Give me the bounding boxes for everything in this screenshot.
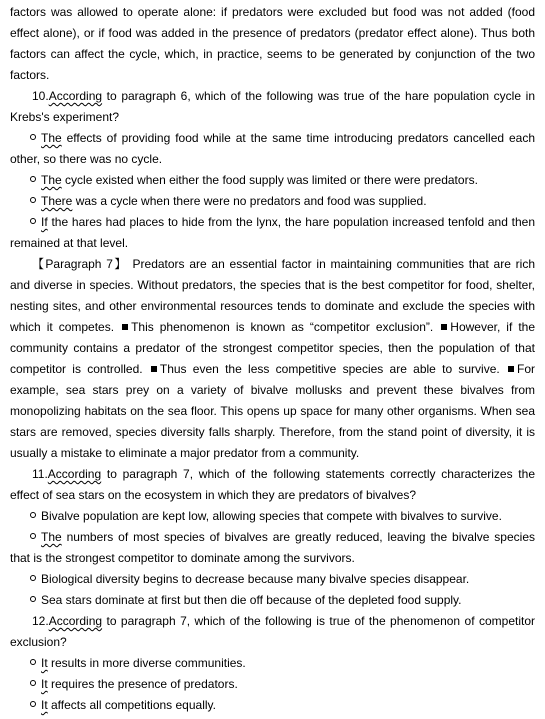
option-text: Sea stars dominate at first but then die off because of the depleted food supply. [41, 593, 462, 607]
option-text: numbers of most species of bivalves are greatly reduced, leaving the bivalve species that is the strongest competitor to dominate among the survivors. [10, 530, 535, 565]
question-lead-word: According [48, 614, 103, 628]
question-text: to paragraph 6, which of the following was true of the hare population cycle in Krebs's experiment? [10, 89, 535, 124]
question-number: 12. [32, 614, 49, 628]
radio-circle-icon[interactable] [30, 596, 36, 602]
insert-square-icon[interactable] [441, 324, 447, 330]
paragraph-sentence: However, if the community contains a predator of the strongest competitor species, then the population of that competitor is controlled. [10, 320, 536, 376]
radio-circle-icon[interactable] [30, 134, 36, 140]
radio-circle-icon[interactable] [30, 218, 36, 224]
q11-option-d[interactable] [10, 590, 535, 611]
option-text: Bivalve population are kept low, allowing species that compete with bivalves to survive. [41, 509, 502, 523]
option-text: effects of providing food while at the same time introducing predators cancelled each other, so there was no cycle. [10, 131, 535, 166]
q10-option-d[interactable] [10, 212, 535, 254]
option-lead-word: The [41, 131, 62, 145]
insert-square-icon[interactable] [508, 366, 514, 372]
q11-option-b[interactable] [10, 527, 535, 569]
option-text: Biological diversity begins to decrease because many bivalve species disappear. [41, 572, 470, 586]
radio-circle-icon[interactable] [30, 533, 36, 539]
option-text: cycle existed when either the food supply was limited or there were predators. [61, 173, 478, 187]
question-lead-word: According [48, 89, 103, 103]
question-number: 10. [32, 89, 49, 103]
radio-circle-icon[interactable] [30, 701, 36, 707]
insert-square-icon[interactable] [151, 366, 157, 372]
paragraph-6-end: factors was allowed to operate alone: if predators were excluded but food was not added (food effect alone), or if food was added in the presence of predators (predator effect alone). Thus both factors can affect the cycle, which, in practice, seems to be generated by conjunction of the two factors. [10, 5, 535, 82]
q12-option-a[interactable] [10, 653, 535, 674]
paragraph-sentence: For example, sea stars prey on a variety of bivalve mollusks and prevent these bivalves from monopolizing habitats on the sea floor. This opens up space for many other organisms. When sea stars are removed, species diversity falls sharply. Therefore, from the stand point of diversity, it is usually a mistake to eliminate a major predator from a community. [10, 362, 535, 460]
option-lead-word: If [41, 215, 48, 229]
radio-circle-icon[interactable] [30, 512, 36, 518]
question-11 [10, 464, 535, 506]
radio-circle-icon[interactable] [30, 575, 36, 581]
question-text: to paragraph 7, which of the following is true of the phenomenon of competitor exclusion? [10, 614, 535, 649]
radio-circle-icon[interactable] [30, 176, 36, 182]
option-lead-word: It [41, 656, 48, 670]
paragraph-sentence: Thus even the less competitive species are able to survive. [159, 362, 506, 376]
q11-option-c[interactable] [10, 569, 535, 590]
option-lead-word: There [41, 194, 73, 208]
q12-option-b[interactable] [10, 674, 535, 695]
paragraph-sentence: Predators are an essential factor in maintaining communities that are rich and diverse in species. Without predators, the species that is the best competitor for food, shelter, nesting sites, and other environmental resources tends to dominate and exclude the species with which it competes. [10, 257, 535, 334]
paragraph-7 [10, 254, 535, 464]
q11-option-a[interactable] [10, 506, 535, 527]
option-text: was a cycle when there were no predators and food was supplied. [72, 194, 427, 208]
option-lead-word: It [41, 698, 48, 712]
q10-option-c[interactable] [10, 191, 535, 212]
question-10 [10, 86, 535, 128]
radio-circle-icon[interactable] [30, 659, 36, 665]
question-text: to paragraph 7, which of the following statements correctly characterizes the effect of sea stars on the ecosystem in which they are predators of bivalves? [10, 467, 535, 502]
q12-option-c[interactable] [10, 695, 535, 716]
radio-circle-icon[interactable] [30, 197, 36, 203]
option-lead-word: The [41, 530, 62, 544]
question-lead-word: According [47, 467, 102, 481]
q10-option-b[interactable] [10, 170, 535, 191]
option-text: affects all competitions equally. [47, 698, 216, 712]
option-text: requires the presence of predators. [47, 677, 238, 691]
option-text: the hares had places to hide from the lynx, the hare population increased tenfold and then remained at that level. [10, 215, 535, 250]
q10-option-a[interactable] [10, 128, 535, 170]
question-number: 11. [32, 467, 48, 481]
question-12 [10, 611, 535, 653]
option-lead-word: The [41, 173, 62, 187]
paragraph-sentence: This phenomenon is known as “competitor exclusion”. [131, 320, 440, 334]
paragraph-label: 【Paragraph 7】 [32, 257, 128, 271]
radio-circle-icon[interactable] [30, 680, 36, 686]
option-lead-word: It [41, 677, 48, 691]
option-text: results in more diverse communities. [47, 656, 246, 670]
insert-square-icon[interactable] [122, 324, 128, 330]
